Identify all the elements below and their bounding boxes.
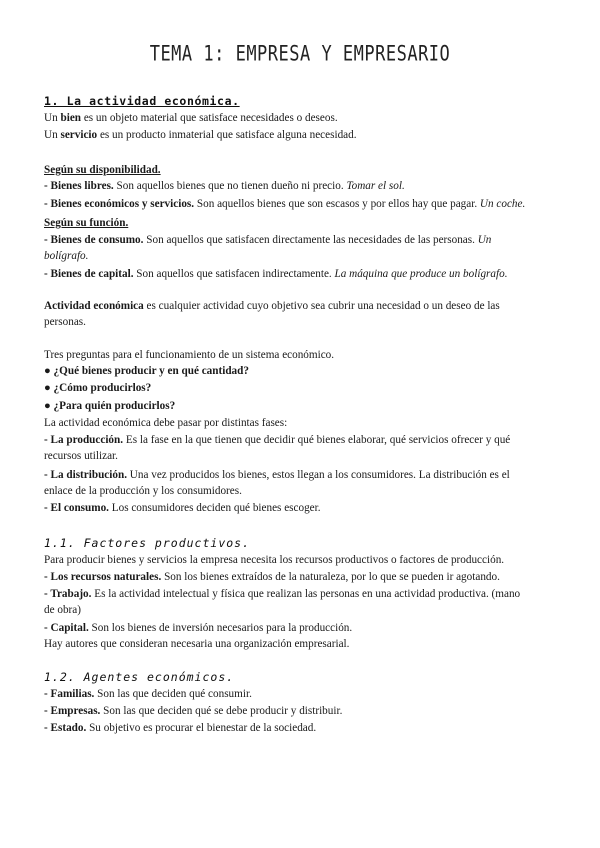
def-actividad-economica-cont: personas.	[44, 316, 86, 328]
factores-intro: Para producir bienes y servicios la empresa necesita los recursos productivos o factores de producción.	[44, 554, 505, 566]
def-servicio: Un servicio es un producto inmaterial que satisface alguna necesidad.	[44, 129, 357, 141]
factor-capital: - Capital. Son los bienes de inversión necesarios para la producción.	[44, 622, 353, 634]
agente-estado: - Estado. Su objetivo es procurar el bienestar de la sociedad.	[44, 722, 317, 734]
section-heading-1: 1. La actividad económica.	[44, 94, 240, 108]
item-bienes-consumo-cont: bolígrafo.	[44, 250, 89, 262]
question-2: ● ¿Cómo producirlos?	[44, 382, 152, 394]
fase-produccion-cont: recursos utilizar.	[44, 450, 118, 462]
section-heading-1-2: 1.2. Agentes económicos.	[44, 670, 235, 684]
item-bienes-capital: - Bienes de capital. Son aquellos que satisfacen indirectamente. La máquina que produce un bolígrafo.	[44, 268, 508, 280]
tres-preguntas: Tres preguntas para el funcionamiento de un sistema económico.	[44, 349, 335, 361]
subheading-disponibilidad: Según su disponibilidad.	[44, 164, 161, 176]
item-bienes-libres: - Bienes libres. Son aquellos bienes que no tienen dueño ni precio. Tomar el sol.	[44, 180, 405, 192]
section-heading-1-1: 1.1. Factores productivos.	[44, 536, 251, 550]
factor-trabajo-cont: de obra)	[44, 604, 81, 616]
item-bienes-economicos: - Bienes económicos y servicios. Son aquellos bienes que son escasos y por ellos hay que pagar. Un coche.	[44, 198, 526, 210]
subheading-funcion: Según su función.	[44, 217, 129, 229]
fase-distribucion: - La distribución. Una vez producidos los bienes, estos llegan a los consumidores. La distribución es el	[44, 469, 510, 481]
factores-autores: Hay autores que consideran necesaria una organización empresarial.	[44, 638, 350, 650]
document-title: TEMA 1: EMPRESA Y EMPRESARIO	[149, 41, 451, 67]
factor-recursos-naturales: - Los recursos naturales. Son los bienes extraídos de la naturaleza, por lo que se pueden ir agotando.	[44, 571, 500, 583]
def-actividad-economica: Actividad económica es cualquier actividad cuyo objetivo sea cubrir una necesidad o un deseo de las	[44, 300, 500, 312]
item-bienes-consumo: - Bienes de consumo. Son aquellos que satisfacen directamente las necesidades de las personas. Un	[44, 234, 492, 246]
question-1: ● ¿Qué bienes producir y en qué cantidad?	[44, 365, 249, 377]
agente-empresas: - Empresas. Son las que deciden qué se debe producir y distribuir.	[44, 705, 343, 717]
fase-produccion: - La producción. Es la fase en la que tienen que decidir qué bienes elaborar, qué servicios ofrecer y qué	[44, 434, 511, 446]
fase-distribucion-cont: enlace de la producción y los consumidores.	[44, 485, 242, 497]
question-3: ● ¿Para quién producirlos?	[44, 400, 176, 412]
agente-familias: - Familias. Son las que deciden qué consumir.	[44, 688, 252, 700]
fase-consumo: - El consumo. Los consumidores deciden qué bienes escoger.	[44, 502, 321, 514]
def-bien: Un bien es un objeto material que satisface necesidades o deseos.	[44, 112, 338, 124]
factor-trabajo: - Trabajo. Es la actividad intelectual y física que realizan las personas en una actividad productiva. (mano	[44, 588, 521, 600]
fases-intro: La actividad económica debe pasar por distintas fases:	[44, 417, 288, 429]
